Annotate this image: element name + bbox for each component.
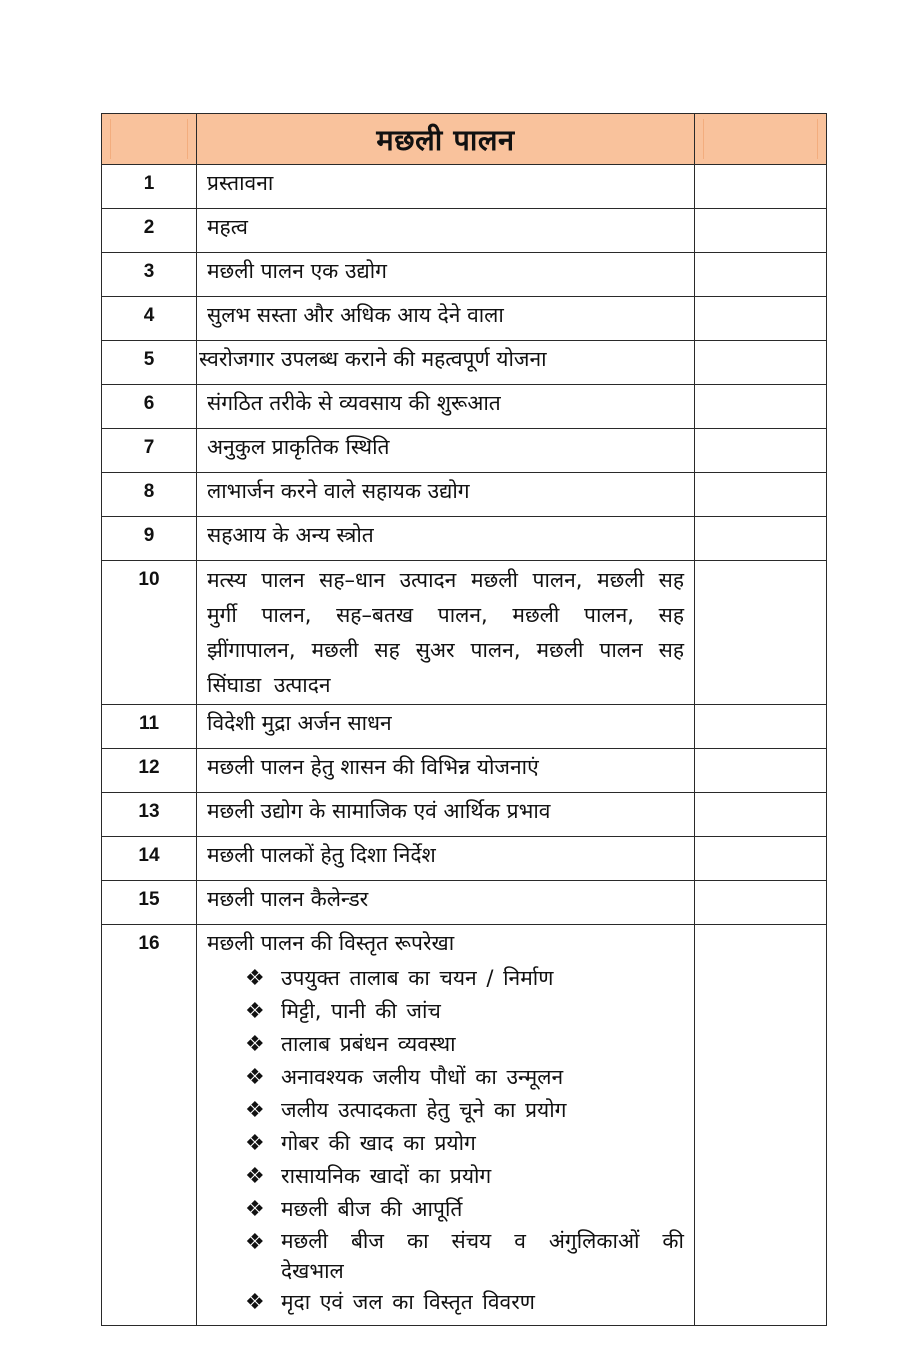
row-page-cell	[695, 473, 827, 517]
list-item	[245, 1226, 684, 1286]
subitem-text: मृदा एवं जल का विस्तृत विवरण	[281, 1290, 535, 1314]
diamond-bullet-icon: ❖	[245, 1290, 265, 1315]
diamond-bullet-icon: ❖	[245, 999, 265, 1024]
table-row	[102, 925, 827, 1326]
table-row	[102, 253, 827, 297]
diamond-bullet-icon: ❖	[245, 1197, 265, 1222]
table-row	[102, 165, 827, 209]
row-number: 8	[102, 473, 197, 517]
header-title-cell	[197, 114, 695, 165]
diamond-bullet-icon: ❖	[245, 1065, 265, 1090]
row-topic: विदेशी मुद्रा अर्जन साधन	[197, 705, 695, 749]
row-number: 13	[102, 793, 197, 837]
list-item	[245, 1286, 684, 1319]
diamond-bullet-icon: ❖	[245, 1032, 265, 1057]
table-header-row	[102, 114, 827, 165]
row-number: 9	[102, 517, 197, 561]
row-topic: मत्स्य पालन सह–धान उत्पादन मछली पालन, मछली सह मुर्गी पालन, सह–बतख पालन, मछली पालन, सह झींगापालन, मछली सह सुअर पालन, मछली पालन सह सिंघाडा उत्पादन	[197, 561, 695, 705]
row-page-cell	[695, 793, 827, 837]
row-topic: लाभार्जन करने वाले सहायक उद्योग	[197, 473, 695, 517]
row-page-cell	[695, 925, 827, 1326]
subitem-text: मिट्टी, पानी की जांच	[281, 999, 441, 1023]
table-row	[102, 837, 827, 881]
subitem-text: तालाब प्रबंधन व्यवस्था	[281, 1032, 456, 1056]
page-title: मछली पालन	[376, 122, 515, 157]
row-number: 10	[102, 561, 197, 705]
row-number: 1	[102, 165, 197, 209]
row-page-cell	[695, 561, 827, 705]
row-number: 15	[102, 881, 197, 925]
row-topic: मछली पालकों हेतु दिशा निर्देश	[197, 837, 695, 881]
table-row	[102, 385, 827, 429]
row-page-cell	[695, 881, 827, 925]
row-topic: मछली पालन की विस्तृत रूपरेखा	[207, 931, 455, 955]
table-row	[102, 793, 827, 837]
table-row	[102, 881, 827, 925]
row-page-cell	[695, 705, 827, 749]
subitem-text: मछली बीज का संचय व अंगुलिकाओं की देखभाल	[281, 1229, 684, 1283]
row-page-cell	[695, 517, 827, 561]
row-page-cell	[695, 749, 827, 793]
diamond-bullet-icon: ❖	[245, 1164, 265, 1189]
row-topic: मछली पालन एक उद्योग	[197, 253, 695, 297]
diamond-bullet-icon: ❖	[245, 1230, 265, 1255]
row-number: 4	[102, 297, 197, 341]
table-row	[102, 429, 827, 473]
row-page-cell	[695, 385, 827, 429]
contents-table	[101, 113, 827, 1326]
header-page-cell	[695, 114, 827, 165]
diamond-bullet-icon: ❖	[245, 1131, 265, 1156]
table-row	[102, 473, 827, 517]
subitem-text: मछली बीज की आपूर्ति	[281, 1197, 463, 1221]
subitem-text: रासायनिक खादों का प्रयोग	[281, 1164, 492, 1188]
list-item	[245, 962, 684, 995]
list-item	[245, 1127, 684, 1160]
row-topic: संगठित तरीके से व्यवसाय की शुरूआत	[197, 385, 695, 429]
subitem-text: उपयुक्त तालाब का चयन / निर्माण	[281, 966, 554, 990]
list-item	[245, 1193, 684, 1226]
row-page-cell	[695, 341, 827, 385]
row-number: 12	[102, 749, 197, 793]
row-number: 16	[102, 925, 197, 1326]
list-item	[245, 1094, 684, 1127]
row-topic: सहआय के अन्य स्त्रोत	[197, 517, 695, 561]
row-number: 14	[102, 837, 197, 881]
header-number-cell	[102, 114, 197, 165]
table-row	[102, 749, 827, 793]
list-item	[245, 995, 684, 1028]
subitem-text: जलीय उत्पादकता हेतु चूने का प्रयोग	[281, 1098, 567, 1122]
row-number: 7	[102, 429, 197, 473]
table-row	[102, 705, 827, 749]
row-topic: अनुकुल प्राकृतिक स्थिति	[197, 429, 695, 473]
row-number: 6	[102, 385, 197, 429]
row-page-cell	[695, 253, 827, 297]
diamond-bullet-icon: ❖	[245, 966, 265, 991]
subitem-text: गोबर की खाद का प्रयोग	[281, 1131, 476, 1155]
row-topic-with-subitems	[197, 925, 695, 1326]
row-number: 2	[102, 209, 197, 253]
list-item	[245, 1061, 684, 1094]
row-page-cell	[695, 297, 827, 341]
row-number: 11	[102, 705, 197, 749]
row-topic: मछली उद्योग के सामाजिक एवं आर्थिक प्रभाव	[197, 793, 695, 837]
row-page-cell	[695, 429, 827, 473]
table-row	[102, 517, 827, 561]
table-row	[102, 209, 827, 253]
row-topic: स्वरोजगार उपलब्ध कराने की महत्वपूर्ण योजना	[197, 341, 695, 385]
list-item	[245, 1028, 684, 1061]
list-item	[245, 1160, 684, 1193]
row-page-cell	[695, 165, 827, 209]
row-topic: महत्व	[197, 209, 695, 253]
row-page-cell	[695, 209, 827, 253]
row-topic: सुलभ सस्ता और अधिक आय देने वाला	[197, 297, 695, 341]
row-topic: मछली पालन कैलेन्डर	[197, 881, 695, 925]
row-number: 5	[102, 341, 197, 385]
subitem-text: अनावश्यक जलीय पौधों का उन्मूलन	[281, 1065, 564, 1089]
table-row	[102, 341, 827, 385]
row-page-cell	[695, 837, 827, 881]
table-row	[102, 297, 827, 341]
row-number: 3	[102, 253, 197, 297]
row-topic: प्रस्तावना	[197, 165, 695, 209]
table-row	[102, 561, 827, 705]
diamond-bullet-icon: ❖	[245, 1098, 265, 1123]
row-topic: मछली पालन हेतु शासन की विभिन्न योजनाएं	[197, 749, 695, 793]
subitem-list	[207, 962, 684, 1319]
